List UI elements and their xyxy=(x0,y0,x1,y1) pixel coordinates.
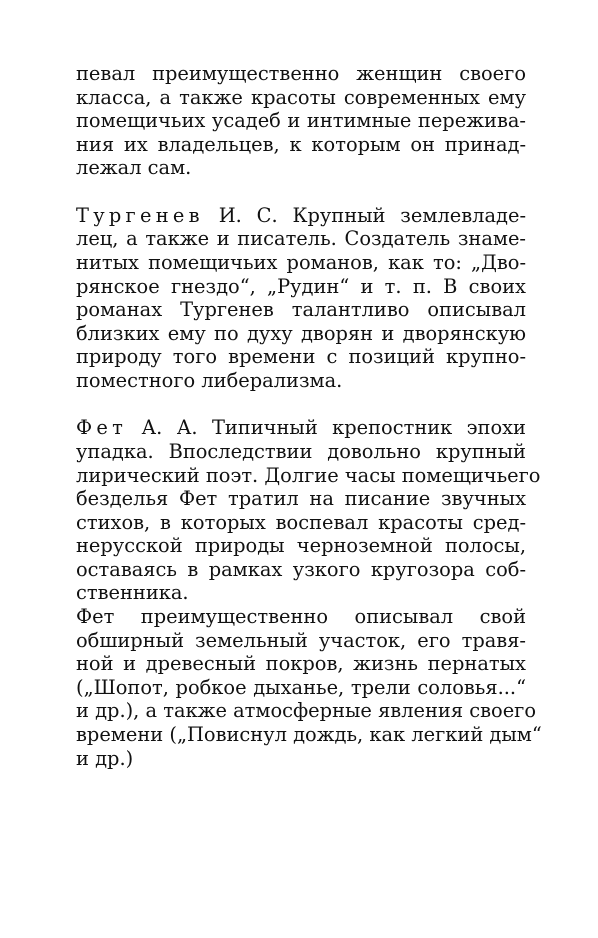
text-line: времени („Повиснул дождь, как легкий дым“ xyxy=(76,723,542,747)
text-line xyxy=(76,204,526,228)
entry-first-line-text: И. С. Крупный землевладе- xyxy=(203,203,526,227)
paragraph-gap xyxy=(76,393,526,417)
text-line: нитых помещичьих романов, как то: „Дво- xyxy=(76,250,526,274)
text-line: близких ему по духу дворян и дворянскую xyxy=(76,321,526,345)
text-line: ния их владельцев, к которым он принад- xyxy=(76,132,526,156)
text-line: лец, а также и писатель. Создатель знаме- xyxy=(76,227,526,251)
text-line: певал преимущественно женщин своего xyxy=(76,62,526,85)
text-line: класса, а также красоты современных ему xyxy=(76,85,526,109)
text-line: нерусской природы черноземной полосы, xyxy=(76,534,526,558)
text-line: романах Тургенев талантливо описывал xyxy=(76,298,526,322)
text-line: ной и древесный покров, жизнь пернатых xyxy=(76,652,526,676)
entry-name-fet: Фет xyxy=(76,416,128,440)
text-line: природу того времени с позиций крупно- xyxy=(76,345,526,369)
paragraph-gap xyxy=(76,180,526,204)
paragraph-fet-continued xyxy=(76,605,542,770)
entry-first-line-text: А. А. Типичный крепостник эпохи xyxy=(127,416,526,440)
text-line: рянское гнездо“, „Рудин“ и т. п. В своих xyxy=(76,274,526,298)
text-line: помещичьих усадеб и интимные пережива- xyxy=(76,109,526,133)
text-line: („Шопот, робкое дыханье, трели соловья...“ xyxy=(76,675,526,699)
text-line: ственника. xyxy=(76,581,189,605)
text-line: Фет преимущественно описывал свой xyxy=(76,605,526,629)
text-line: лежал сам. xyxy=(76,156,192,180)
text-line xyxy=(76,416,526,440)
text-line: упадка. Впоследствии довольно крупный xyxy=(76,439,526,463)
text-line: стихов, в которых воспевал красоты сред- xyxy=(76,510,526,534)
book-page xyxy=(76,62,542,770)
text-line: и др.) xyxy=(76,746,134,770)
entry-fet xyxy=(76,416,541,605)
text-line: оставаясь в рамках узкого кругозора соб- xyxy=(76,557,526,581)
text-line: обширный земельный участок, его травя- xyxy=(76,628,526,652)
text-line: и др.), а также атмосферные явления своего xyxy=(76,699,537,723)
entry-name-turgenev: Тургенев xyxy=(76,203,204,227)
text-line: лирический поэт. Долгие часы помещичьего xyxy=(76,463,541,487)
paragraph-continuation xyxy=(76,62,526,180)
text-line: поместного либерализма. xyxy=(76,368,343,392)
entry-turgenev xyxy=(76,204,526,393)
text-line: безделья Фет тратил на писание звучных xyxy=(76,487,526,511)
